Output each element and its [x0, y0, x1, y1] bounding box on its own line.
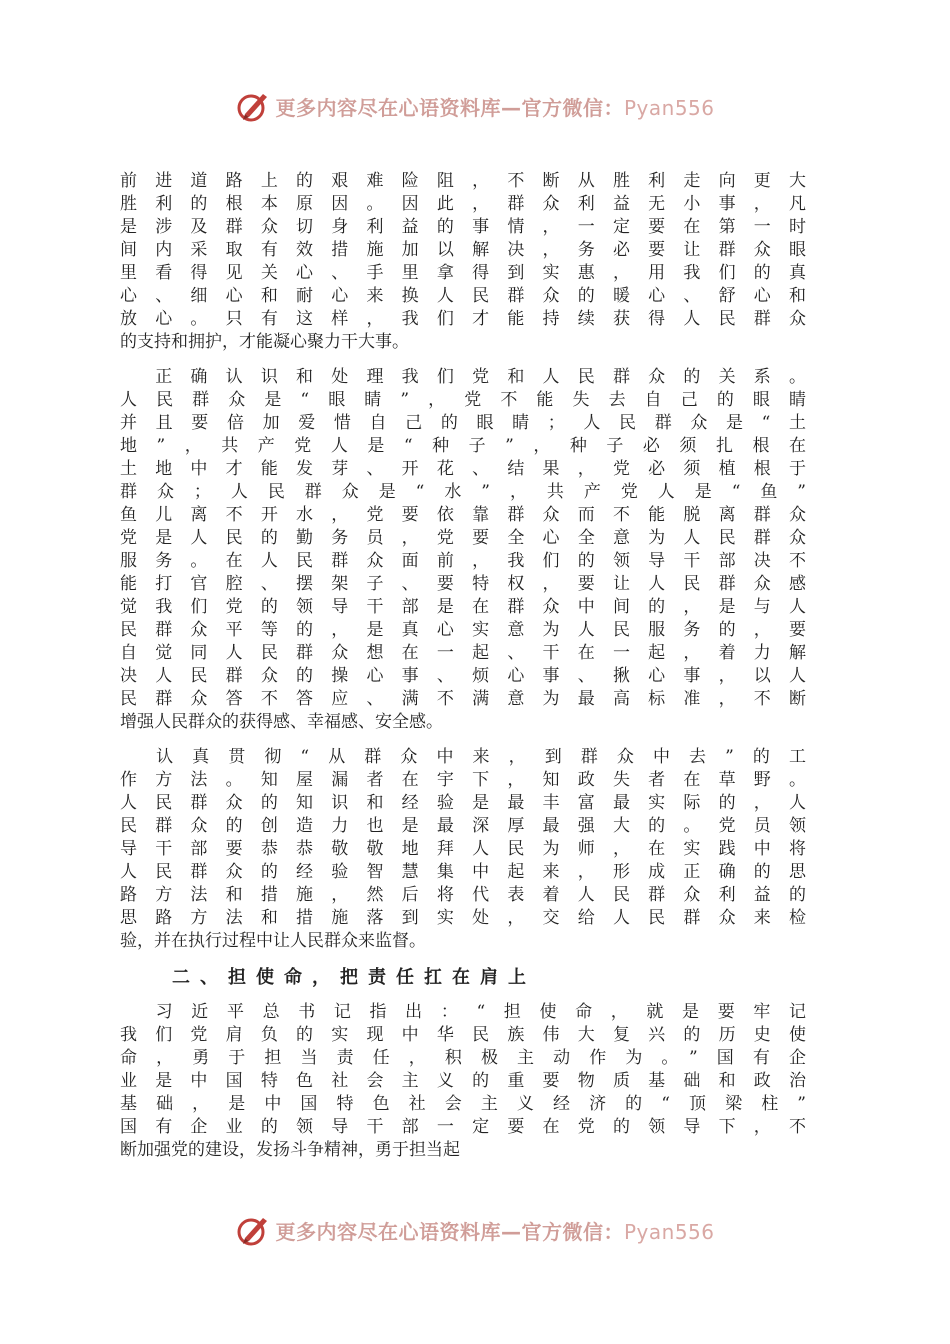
text-line: 服务。在人民群众面前，我们的领导干部决不 — [120, 551, 806, 571]
paragraph — [120, 1001, 806, 1162]
document-body — [120, 170, 806, 1174]
text-line: 群众；人民群众是“水”，共产党人是“鱼” — [120, 482, 806, 502]
text-line: 能打官腔、摆架子、要特权，要让人民群众感 — [120, 574, 806, 594]
pen-logo-icon — [235, 1212, 271, 1248]
paragraph — [120, 170, 806, 354]
text-line: 思路方法和措施落到实处，交给人民群众来检 — [120, 908, 806, 928]
text-line: 认真贯彻“从群众中来，到群众中去”的工 — [120, 747, 806, 767]
watermark-text: 更多内容尽在心语资料库—官方微信：Pyan556 — [275, 95, 715, 120]
text-line: 业是中国特色社会主义的重要物质基础和政治 — [120, 1071, 806, 1091]
text-line: 导干部要恭恭敬敬地拜人民为师，在实践中将 — [120, 839, 806, 859]
text-line: 人民群众的知识和经验是最丰富最实际的，人 — [120, 793, 806, 813]
text-line: 党是人民的勤务员，党要全心全意为人民群众 — [120, 528, 806, 548]
text-line: 间内采取有效措施加以解决，务必要让群众眼 — [120, 240, 806, 260]
text-line: 验，并在执行过程中让人民群众来监督。 — [120, 931, 426, 951]
text-line: 民群众答不答应、满不满意为最高标准，不断 — [120, 689, 806, 709]
text-line: 基础，是中国特色社会主义经济的“顶梁柱” — [120, 1094, 806, 1114]
text-line: 鱼儿离不开水，党要依靠群众而不能脱离群众 — [120, 505, 806, 525]
text-line: 并且要倍加爱惜自己的眼睛；人民群众是“土 — [120, 413, 806, 433]
text-line: 国有企业的领导干部一定要在党的领导下，不 — [120, 1117, 806, 1137]
text-line: 民群众的创造力也是最深厚最强大的。党员领 — [120, 816, 806, 836]
header-watermark — [0, 86, 950, 126]
text-line: 命，勇于担当责任，积极主动作为。”国有企 — [120, 1048, 806, 1068]
text-line: 正确认识和处理我们党和人民群众的关系。 — [120, 367, 806, 387]
text-line: 增强人民群众的获得感、幸福感、安全感。 — [120, 712, 443, 732]
text-line: 觉我们党的领导干部是在群众中间的，是与人 — [120, 597, 806, 617]
text-line: 习近平总书记指出：“担使命，就是要牢记 — [120, 1002, 806, 1022]
text-line: 心、细心和耐心来换人民群众的暖心、舒心和 — [120, 286, 806, 306]
text-line: 人民群众的经验智慧集中起来，形成正确的思 — [120, 862, 806, 882]
text-line: 自觉同人民群众想在一起、干在一起，着力解 — [120, 643, 806, 663]
text-line: 的支持和拥护，才能凝心聚力干大事。 — [120, 332, 409, 352]
text-line: 里看得见关心、手里拿得到实惠，用我们的真 — [120, 263, 806, 283]
pen-logo-icon — [235, 88, 271, 124]
text-line: 决人民群众的操心事、烦心事、揪心事，以人 — [120, 666, 806, 686]
text-line: 地”，共产党人是“种子”，种子必须扎根在 — [120, 436, 806, 456]
paragraph — [120, 366, 806, 734]
text-line: 断加强党的建设，发扬斗争精神，勇于担当起 — [120, 1140, 460, 1160]
text-line: 民群众平等的，是真心实意为人民服务的，要 — [120, 620, 806, 640]
paragraph — [120, 746, 806, 953]
text-line: 放心。只有这样，我们才能持续获得人民群众 — [120, 309, 806, 329]
text-line: 是涉及群众切身利益的事情，一定要在第一时 — [120, 217, 806, 237]
section-heading: 二、担使命，把责任扛在肩上 — [172, 967, 536, 988]
watermark-text: 更多内容尽在心语资料库—官方微信：Pyan556 — [275, 1219, 715, 1244]
text-line: 胜利的根本原因。因此，群众利益无小事，凡 — [120, 194, 806, 214]
text-line: 土地中才能发芽、开花、结果，党必须植根于 — [120, 459, 806, 479]
text-line: 我们党肩负的实现中华民族伟大复兴的历史使 — [120, 1025, 806, 1045]
text-line: 作方法。知屋漏者在宇下，知政失者在草野。 — [120, 770, 806, 790]
text-line: 前进道路上的艰难险阻，不断从胜利走向更大 — [120, 171, 806, 191]
footer-watermark — [0, 1210, 950, 1250]
text-line: 人民群众是“眼睛”，党不能失去自己的眼睛 — [120, 390, 806, 410]
text-line: 路方法和措施，然后将代表着人民群众利益的 — [120, 885, 806, 905]
